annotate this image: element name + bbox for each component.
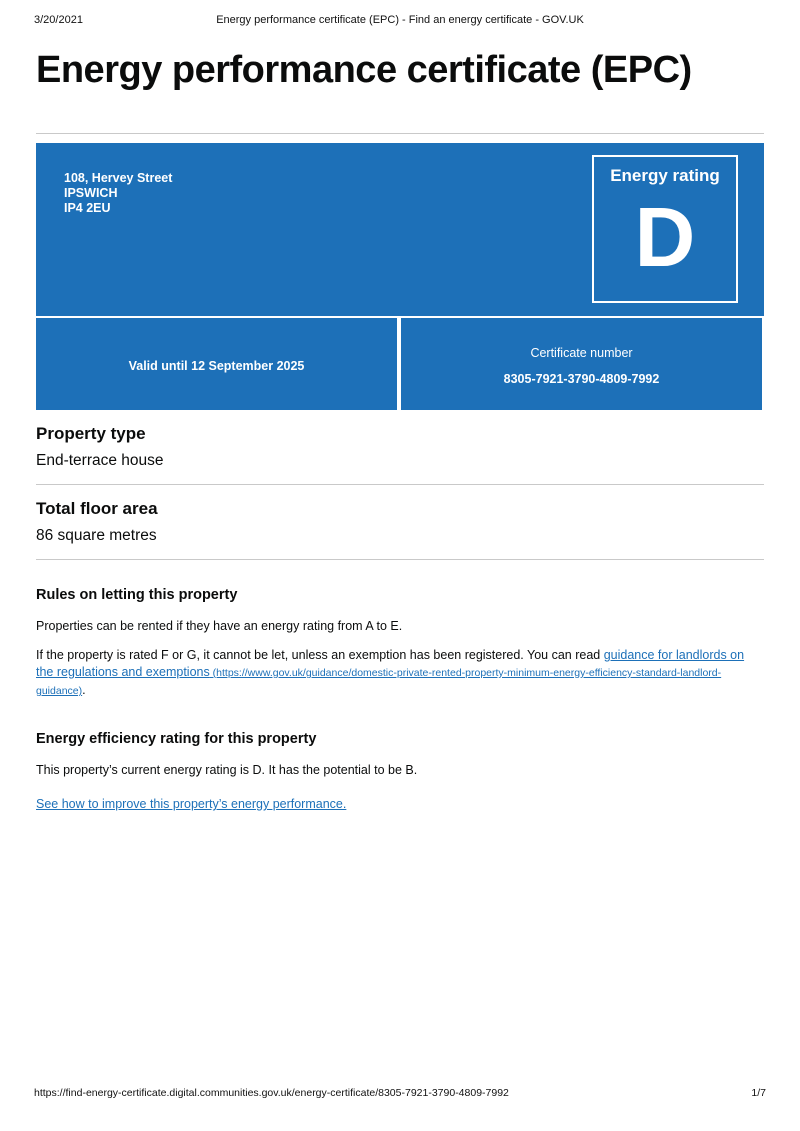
fact-property-type (36, 424, 764, 485)
print-date: 3/20/2021 (34, 14, 83, 26)
property-type-value: End-terrace house (36, 452, 164, 469)
certificate-number-value: 8305-7921-3790-4809-7992 (503, 372, 660, 386)
divider-total-floor-area (36, 559, 764, 560)
letting-rules-heading: Rules on letting this property (36, 587, 238, 603)
section-energy-efficiency (36, 730, 764, 813)
valid-until-text: Valid until 12 September 2025 (128, 359, 305, 373)
fact-total-floor-area (36, 499, 764, 560)
epc-banner (36, 143, 764, 316)
divider-property-type (36, 484, 764, 485)
print-header-title: Energy performance certificate (EPC) - Find an energy certificate - GOV.UK (216, 14, 584, 26)
total-floor-area-value: 86 square metres (36, 527, 157, 544)
landlord-guidance-url[interactable]: (https://www.gov.uk/guidance/domestic-private-rented-property-minimum-energy-efficiency-standard-landlord-guidance) (36, 667, 722, 697)
energy-efficiency-paragraph: This property’s current energy rating is D. It has the potential to be B. (36, 763, 418, 777)
energy-efficiency-heading: Energy efficiency rating for this property (36, 731, 317, 747)
letting-rules-paragraph-2 (36, 647, 764, 700)
landlord-guidance-link[interactable]: guidance for landlords on the regulations and exemptions (36, 648, 745, 679)
address-line-1: 108, Hervey Street (64, 171, 173, 185)
address-line-3: IP4 2EU (64, 201, 111, 215)
certificate-number-cell (401, 318, 762, 410)
print-footer (0, 1087, 800, 1101)
letting-rules-text-before: If the property is rated F or G, it cannot be let, unless an exemption has been registered. You can read (36, 648, 604, 662)
total-floor-area-heading: Total floor area (36, 499, 158, 518)
footer-url: https://find-energy-certificate.digital.communities.gov.uk/energy-certificate/8305-7921-3790-4809-7992 (34, 1087, 509, 1099)
property-address (64, 171, 172, 216)
energy-rating-box (592, 155, 738, 303)
certificate-number-label: Certificate number (530, 346, 633, 360)
property-type-heading: Property type (36, 424, 146, 443)
footer-page-number: 1/7 (751, 1087, 766, 1099)
valid-until-cell (36, 318, 397, 410)
energy-rating-label: Energy rating (610, 166, 720, 185)
print-header (0, 14, 800, 30)
document-content (36, 48, 764, 813)
section-letting-rules (36, 586, 764, 700)
page-title: Energy performance certificate (EPC) (36, 49, 692, 91)
letting-rules-text-after: . (82, 683, 86, 697)
banner-bottom-strip (36, 318, 764, 410)
letting-rules-paragraph-1: Properties can be rented if they have an energy rating from A to E. (36, 619, 403, 633)
energy-rating-letter: D (634, 190, 696, 284)
address-line-2: IPSWICH (64, 186, 118, 200)
improve-performance-link[interactable]: See how to improve this property’s energy performance. (36, 797, 347, 811)
divider-title (36, 133, 764, 134)
